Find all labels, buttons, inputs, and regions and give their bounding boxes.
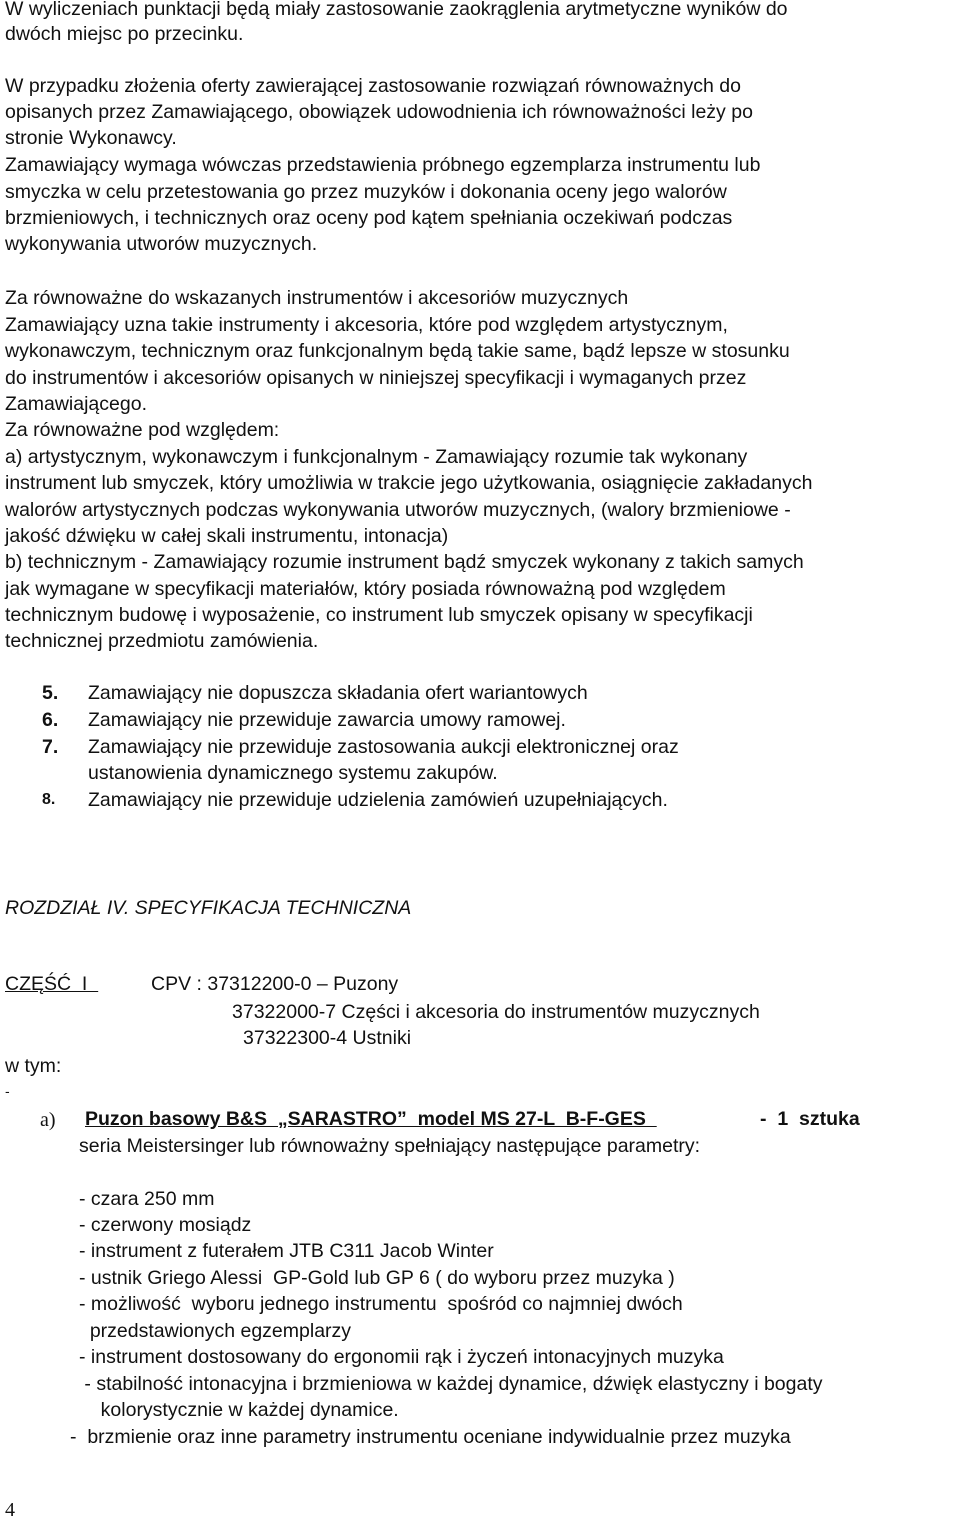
intro-line: Zamawiający wymaga wówczas przedstawienia próbnego egzemplarza instrumentu lub xyxy=(5,154,761,176)
equivalence-line: wykonawczym, technicznym oraz funkcjonalnym będą takie same, bądź lepsze w stosunku xyxy=(5,340,790,362)
param-line: przedstawionych egzemplarzy xyxy=(79,1320,352,1342)
cpv-line: CPV : 37312200-0 – Puzony xyxy=(151,973,399,995)
list-number: 7. xyxy=(42,736,59,758)
equivalence-line: b) technicznym - Zamawiający rozumie instrument bądź smyczek wykonany z takich samych xyxy=(5,551,804,573)
equivalence-line: Zamawiający uzna takie instrumenty i akcesoria, które pod względem artystycznym, xyxy=(5,314,728,336)
item-subtitle: seria Meistersinger lub równoważny spełniający następujące parametry: xyxy=(79,1135,701,1157)
equivalence-line: instrument lub smyczek, który umożliwia w trakcie jego użytkowania, osiągnięcie zakładanych xyxy=(5,472,813,494)
list-item-continuation: ustanowienia dynamicznego systemu zakupów. xyxy=(88,762,498,784)
intro-line: dwóch miejsc po przecinku. xyxy=(5,23,244,45)
equivalence-line: jak wymagane w specyfikacji materiałów, który posiada równoważną pod względem xyxy=(5,578,726,600)
equivalence-line: a) artystycznym, wykonawczym i funkcjonalnym - Zamawiający rozumie tak wykonany xyxy=(5,446,748,468)
cpv-line: 37322300-4 Ustniki xyxy=(243,1027,412,1049)
param-line: kolorystycznie w każdej dynamice. xyxy=(79,1399,399,1421)
param-line: - instrument dostosowany do ergonomii rąk i życzeń intonacyjnych muzyka xyxy=(79,1346,724,1368)
param-line: - czerwony mosiądz xyxy=(79,1214,252,1236)
equivalence-line: jakość dźwięku w całej skali instrumentu, intonacja) xyxy=(5,525,449,547)
intro-line: brzmieniowych, i technicznych oraz oceny pod kątem spełniania oczekiwań podczas xyxy=(5,207,733,229)
list-item: Zamawiający nie przewiduje zastosowania aukcji elektronicznej oraz xyxy=(88,736,679,758)
param-line: - czara 250 mm xyxy=(79,1188,215,1210)
equivalence-line: Zamawiającego. xyxy=(5,393,147,415)
equivalence-line: technicznym budowę i wyposażenie, co instrument lub smyczek opisany w specyfikacji xyxy=(5,604,753,626)
intro-line: stronie Wykonawcy. xyxy=(5,127,177,149)
page-number: 4 xyxy=(5,1499,15,1521)
part-label: CZĘŚĆ I xyxy=(5,973,99,995)
param-line: - stabilność intonacyjna i brzmieniowa w każdej dynamice, dźwięk elastyczny i bogaty xyxy=(79,1373,823,1395)
intro-line: W przypadku złożenia oferty zawierającej zastosowanie rozwiązań równoważnych do xyxy=(5,75,741,97)
param-line: - brzmienie oraz inne parametry instrumentu oceniane indywidualnie przez muzyka xyxy=(70,1426,791,1448)
equivalence-line: technicznej przedmiotu zamówienia. xyxy=(5,630,319,652)
intro-line: W wyliczeniach punktacji będą miały zastosowanie zaokrąglenia arytmetyczne wyników do xyxy=(5,0,788,20)
w-tym-label: w tym: xyxy=(5,1055,62,1077)
param-line: - możliwość wyboru jednego instrumentu spośród co najmniej dwóch xyxy=(79,1293,683,1315)
list-item: Zamawiający nie przewiduje udzielenia zamówień uzupełniających. xyxy=(88,789,668,811)
item-letter: a) xyxy=(40,1109,56,1131)
list-item: Zamawiający nie dopuszcza składania ofert wariantowych xyxy=(88,682,588,704)
cpv-line: 37322000-7 Części i akcesoria do instrumentów muzycznych xyxy=(232,1001,760,1023)
dash-mark: - xyxy=(5,1083,10,1099)
equivalence-line: do instrumentów i akcesoriów opisanych w niniejszej specyfikacji i wymaganych przez xyxy=(5,367,747,389)
equivalence-line: Za równoważne do wskazanych instrumentów i akcesoriów muzycznych xyxy=(5,287,629,309)
item-quantity: - 1 sztuka xyxy=(760,1108,860,1130)
list-number: 6. xyxy=(42,709,59,731)
intro-line: wykonywania utworów muzycznych. xyxy=(5,233,318,255)
list-number: 5. xyxy=(42,682,59,704)
param-line: - ustnik Griego Alessi GP-Gold lub GP 6 ( do wyboru przez muzyka ) xyxy=(79,1267,675,1289)
param-line: - instrument z futerałem JTB C311 Jacob Winter xyxy=(79,1240,494,1262)
chapter-title: ROZDZIAŁ IV. SPECYFIKACJA TECHNICZNA xyxy=(5,897,412,919)
list-number: 8. xyxy=(42,791,56,808)
equivalence-line: walorów artystycznych podczas wykonywania utworów muzycznych, (walory brzmieniowe - xyxy=(5,499,791,521)
list-item: Zamawiający nie przewiduje zawarcia umowy ramowej. xyxy=(88,709,566,731)
item-title: Puzon basowy B&S „SARASTRO” model MS 27-L B-F-GES xyxy=(85,1108,657,1130)
intro-line: smyczka w celu przetestowania go przez muzyków i dokonania oceny jego walorów xyxy=(5,181,727,203)
intro-line: opisanych przez Zamawiającego, obowiązek udowodnienia ich równoważności leży po xyxy=(5,101,753,123)
equivalence-line: Za równoważne pod względem: xyxy=(5,419,280,441)
